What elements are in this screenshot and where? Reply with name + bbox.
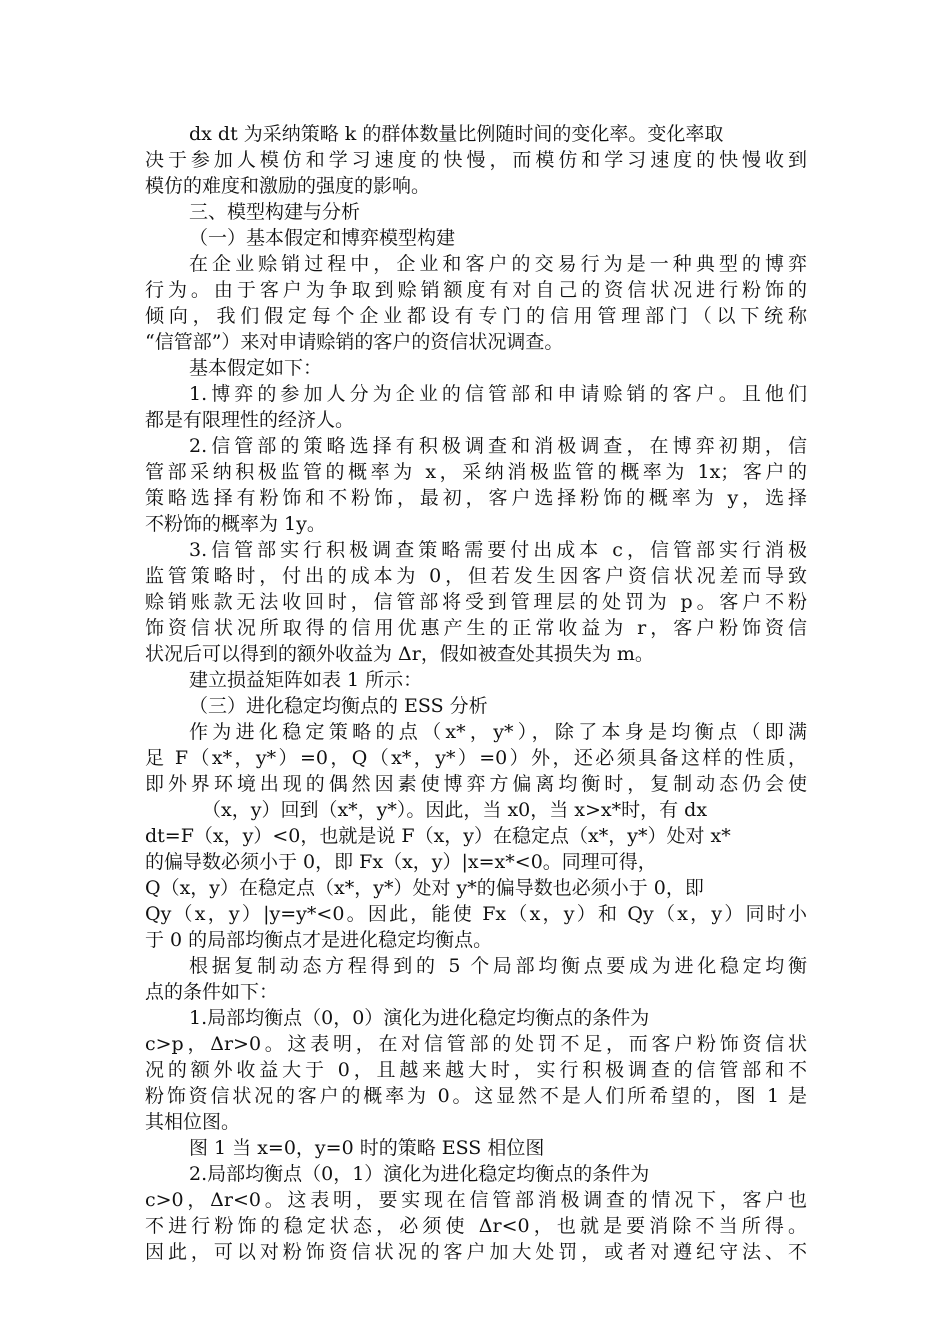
paragraph-line: 不进行粉饰的稳定状态，必须使 Δr<0，也就是要消除不当所得。 <box>145 1215 807 1237</box>
paragraph-line: 足 F（x*，y*）=0，Q（x*，y*）=0）外，还必须具备这样的性质， <box>145 747 807 769</box>
figure-caption: 图 1 当 x=0，y=0 时的策略 ESS 相位图 <box>189 1137 545 1159</box>
paragraph-line: 况的额外收益大于 0，且越来越大时，实行积极调查的信管部和不 <box>145 1059 807 1081</box>
paragraph-line: 管部采纳积极监管的概率为 x，采纳消极监管的概率为 1x；客户的 <box>145 461 807 483</box>
paragraph-line: 策略选择有粉饰和不粉饰，最初，客户选择粉饰的概率为 y，选择 <box>145 487 807 509</box>
paragraph-line: Q（x，y）在稳定点（x*，y*）处对 y*的偏导数也必须小于 0，即 <box>145 877 704 899</box>
paragraph-line: c>p，Δr>0。这表明，在对信管部的处罚不足，而客户粉饰资信状 <box>145 1033 807 1055</box>
section-heading: 三、模型构建与分析 <box>189 201 361 223</box>
paragraph-line: 即外界环境出现的偶然因素使博弈方偏离均衡时，复制动态仍会使 <box>145 773 807 795</box>
paragraph-line: 不粉饰的概率为 1y。 <box>145 513 326 535</box>
paragraph-line: （x，y）回到（x*，y*）。因此，当 x0，当 x>x*时，有 dx <box>202 799 708 821</box>
document-body <box>145 121 807 1265</box>
paragraph-line: 基本假定如下： <box>189 357 323 379</box>
paragraph-line: 在企业赊销过程中，企业和客户的交易行为是一种典型的博弈 <box>189 253 807 275</box>
subsection-heading: （三）进化稳定均衡点的 ESS 分析 <box>189 695 488 717</box>
paragraph-line: 饰资信状况所取得的信用优惠产生的正常收益为 r，客户粉饰资信 <box>145 617 807 639</box>
paragraph-line: 的偏导数必须小于 0，即 Fx（x，y）|x=x*<0。同理可得， <box>145 851 657 873</box>
paragraph-line: 3.信管部实行积极调查策略需要付出成本 c，信管部实行消极 <box>189 539 807 561</box>
paragraph-line: c>0，Δr<0。这表明，要实现在信管部消极调查的情况下，客户也 <box>145 1189 807 1211</box>
paragraph-line: 模仿的难度和激励的强度的影响。 <box>145 175 431 197</box>
paragraph-line: dt=F（x，y）<0，也就是说 F（x，y）在稳定点（x*，y*）处对 x* <box>145 825 731 847</box>
paragraph-line: 都是有限理性的经济人。 <box>145 409 355 431</box>
paragraph-line: 粉饰资信状况的客户的概率为 0。这显然不是人们所希望的，图 1 是 <box>145 1085 807 1107</box>
paragraph-line: 行为。由于客户为争取到赊销额度有对自己的资信状况进行粉饰的 <box>145 279 807 301</box>
paragraph-line: 监管策略时，付出的成本为 0，但若发生因客户资信状况差而导致 <box>145 565 807 587</box>
paragraph-line: 状况后可以得到的额外收益为 Δr，假如被查处其损失为 m。 <box>145 643 654 665</box>
paragraph-line: 点的条件如下： <box>145 981 279 1003</box>
paragraph-line: 作为进化稳定策略的点（x*，y*），除了本身是均衡点（即满 <box>189 721 807 743</box>
paragraph-line: 决于参加人模仿和学习速度的快慢，而模仿和学习速度的快慢收到 <box>145 149 807 171</box>
paragraph-line: 1.博弈的参加人分为企业的信管部和申请赊销的客户。且他们 <box>189 383 807 405</box>
paragraph-line: 2.局部均衡点（0，1）演化为进化稳定均衡点的条件为 <box>189 1163 650 1185</box>
paragraph-line: 其相位图。 <box>145 1111 241 1133</box>
paragraph-line: 2.信管部的策略选择有积极调查和消极调查，在博弈初期，信 <box>189 435 807 457</box>
paragraph-line: 于 0 的局部均衡点才是进化稳定均衡点。 <box>145 929 493 951</box>
paragraph-line: Qy（x，y）|y=y*<0。因此，能使 Fx（x，y）和 Qy（x，y）同时小 <box>145 903 807 925</box>
subsection-heading: （一）基本假定和博弈模型构建 <box>189 227 456 249</box>
paragraph-line: 因此，可以对粉饰资信状况的客户加大处罚，或者对遵纪守法、不 <box>145 1241 807 1263</box>
paragraph-line: “信管部”）来对申请赊销的客户的资信状况调查。 <box>145 331 564 353</box>
paragraph-line: dx dt 为采纳策略 k 的群体数量比例随时间的变化率。变化率取 <box>189 123 724 145</box>
paragraph-line: 倾向，我们假定每个企业都设有专门的信用管理部门（以下统称 <box>145 305 807 327</box>
paragraph-line: 赊销账款无法收回时，信管部将受到管理层的处罚为 p。客户不粉 <box>145 591 807 613</box>
paragraph-line: 根据复制动态方程得到的 5 个局部均衡点要成为进化稳定均衡 <box>189 955 807 977</box>
paragraph-line: 建立损益矩阵如表 1 所示： <box>189 669 423 691</box>
paragraph-line: 1.局部均衡点（0，0）演化为进化稳定均衡点的条件为 <box>189 1007 650 1029</box>
